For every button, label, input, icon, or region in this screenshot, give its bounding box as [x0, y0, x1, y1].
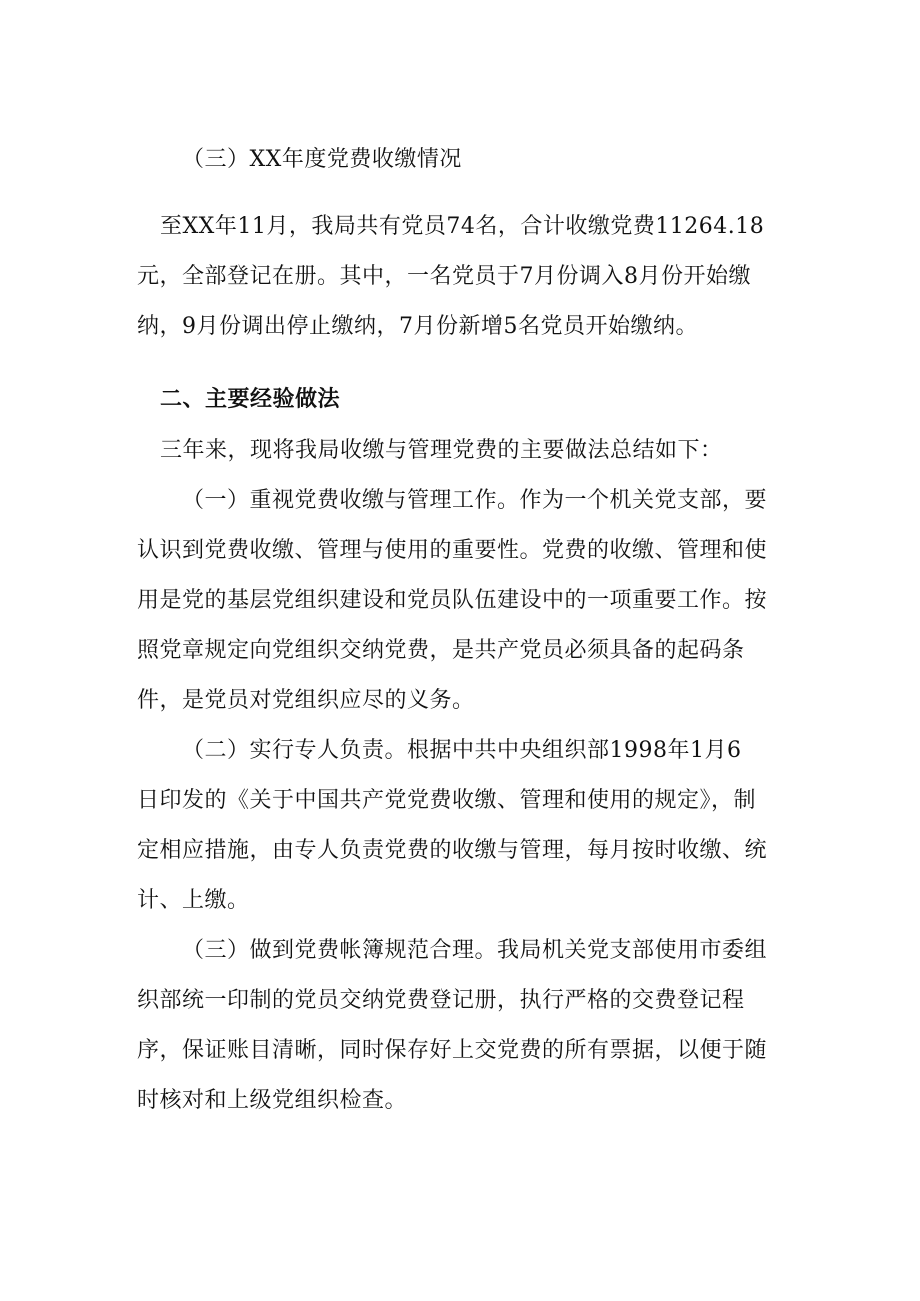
paragraph-line: 日印发的《关于中国共产党党费收缴、管理和使用的规定》，制	[137, 788, 757, 813]
paragraph-line: （二）实行专人负责。根据中共中央组织部1998年1月6	[182, 738, 742, 763]
paragraph-line: （三）做到党费帐簿规范合理。我局机关党支部使用市委组	[182, 938, 768, 963]
section-title: （三）XX年度党费收缴情况	[182, 147, 462, 172]
paragraph-line: 序，保证账目清晰，同时保存好上交党费的所有票据，以便于随	[137, 1038, 768, 1063]
paragraph-line: 计、上缴。	[137, 888, 250, 913]
paragraph-line: （一）重视党费收缴与管理工作。作为一个机关党支部，要	[182, 488, 768, 513]
paragraph-line: 时核对和上级党组织检查。	[137, 1088, 408, 1113]
paragraph-line: 纳，9月份调出停止缴纳，7月份新增5名党员开始缴纳。	[137, 314, 698, 339]
paragraph-line: 元，全部登记在册。其中，一名党员于7月份调入8月份开始缴	[137, 264, 751, 289]
paragraph-line: 照党章规定向党组织交纳党费，是共产党员必须具备的起码条	[137, 638, 745, 663]
paragraph-line: 定相应措施，由专人负责党费的收缴与管理，每月按时收缴、统	[137, 838, 768, 863]
paragraph-line: 至XX年11月，我局共有党员74名，合计收缴党费11264.18	[160, 214, 765, 239]
section-heading: 二、主要经验做法	[160, 387, 341, 412]
paragraph-line: 织部统一印制的党员交纳党费登记册，执行严格的交费登记程	[137, 988, 745, 1013]
paragraph-line: 用是党的基层党组织建设和党员队伍建设中的一项重要工作。按	[137, 588, 768, 613]
paragraph-line: 件，是党员对党组织应尽的义务。	[137, 688, 475, 713]
paragraph-line: 认识到党费收缴、管理与使用的重要性。党费的收缴、管理和使	[137, 538, 768, 563]
paragraph-line: 三年来，现将我局收缴与管理党费的主要做法总结如下：	[160, 438, 723, 463]
